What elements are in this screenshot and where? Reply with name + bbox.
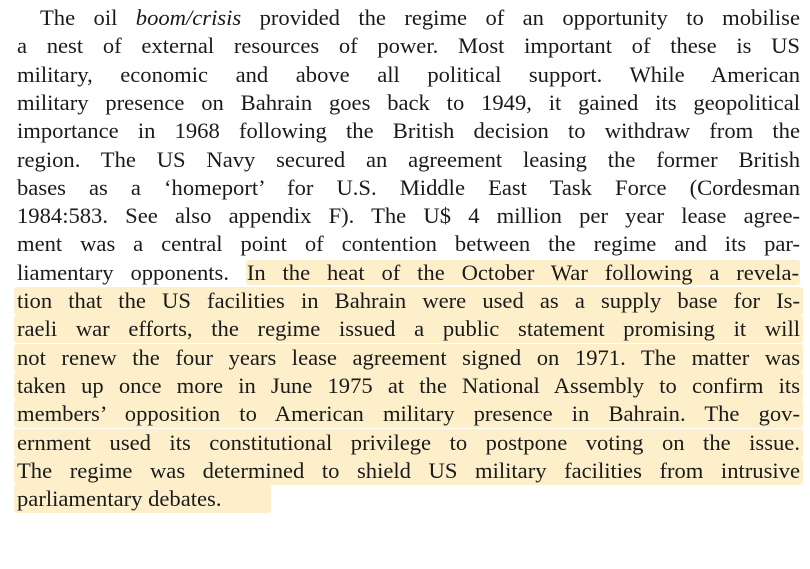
text-line: [17, 230, 800, 258]
highlighted-text-line: [14, 372, 803, 400]
text-line: [17, 174, 800, 202]
italic-text: boom/crisis: [135, 5, 242, 30]
highlighted-text-line: [14, 429, 803, 457]
text-line: [17, 259, 800, 287]
text-span: parliamentary debates.: [17, 486, 222, 512]
text-span: liamentary opponents.: [17, 259, 246, 285]
highlighted-text-line: [14, 315, 803, 343]
text-line: [17, 32, 800, 60]
highlighted-text-line: [14, 485, 271, 513]
text-span: 1984:583. See also appendix F). The U$ 4 million per year lease agree-: [17, 203, 800, 229]
text-span: bases as a ‘homeport’ for U.S. Middle East Task Force (Cordesman: [17, 174, 800, 200]
text-line: [40, 4, 800, 32]
text-span: raeli war efforts, the regime issued a public statement promising it will: [17, 316, 800, 342]
text-span: The oil: [40, 5, 136, 30]
text-span: military presence on Bahrain goes back to 1949, it gained its geopolitical: [17, 89, 800, 115]
text-line: [17, 146, 800, 174]
text-line: [17, 61, 800, 89]
text-span: The regime was determined to shield US military facilities from intrusive: [17, 457, 800, 483]
highlighted-text-line: [14, 400, 803, 428]
text-span: a nest of external resources of power. Most important of these is US: [17, 33, 800, 59]
text-line: [17, 202, 800, 230]
text-span: provided the regime of an opportunity to mobilise: [241, 5, 800, 30]
highlighted-text-line: [14, 457, 803, 485]
highlighted-text-line: [14, 344, 803, 372]
text-span: tion that the US facilities in Bahrain were used as a supply base for Is-: [17, 288, 800, 313]
text-line: [17, 117, 800, 145]
highlighted-text-line: [14, 287, 803, 315]
text-span: taken up once more in June 1975 at the National Assembly to confirm its: [17, 372, 800, 398]
text-span: military, economic and above all political support. While American: [17, 61, 800, 87]
text-span: ment was a central point of contention between the regime and its par-: [17, 231, 800, 257]
text-span: ernment used its constitutional privilege to postpone voting on the issue.: [17, 429, 800, 455]
text-span: importance in 1968 following the British decision to withdraw from the: [17, 118, 800, 144]
highlighted-text: In the heat of the October War following a revela-: [246, 259, 799, 285]
text-span: not renew the four years lease agreement signed on 1971. The matter was: [17, 344, 800, 370]
text-span: members’ opposition to American military presence in Bahrain. The gov-: [17, 401, 800, 427]
text-line: [17, 89, 800, 117]
text-span: region. The US Navy secured an agreement leasing the former British: [17, 146, 800, 172]
